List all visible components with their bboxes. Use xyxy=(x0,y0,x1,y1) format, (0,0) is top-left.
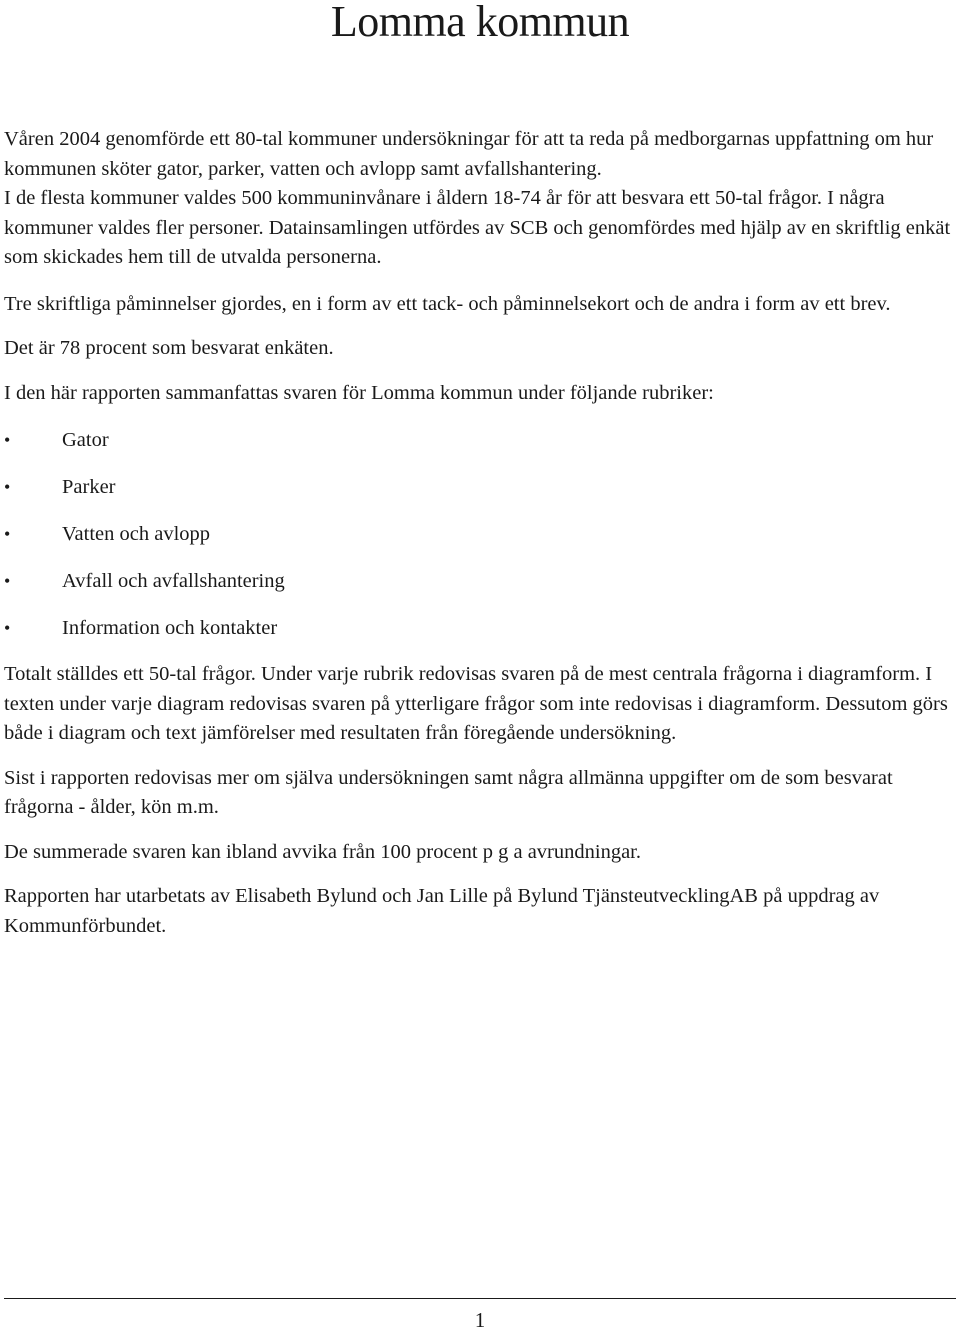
bullet-icon: • xyxy=(4,618,11,638)
questions-paragraph: Totalt ställdes ett 50-tal frågor. Under varje rubrik redovisas svaren på de mest centrala frågorna i diagramform. I texten under varje diagram redovisas svaren på ytterligare frågor som inte redovisas i diagramform. Dessutom görs både i diagram och text jämförelser med resultaten från föregående undersökning. xyxy=(4,663,948,744)
list-item-label: Information och kontakter xyxy=(62,617,278,639)
rubriker-list xyxy=(4,425,956,660)
list-item xyxy=(4,613,956,660)
page-title: Lomma kommun xyxy=(330,0,630,46)
intro-paragraph: Våren 2004 genomförde ett 80-tal kommuner undersökningar för att ta reda på medborgarnas uppfattning om hur kommunen sköter gator, parker, vatten och avlopp samt avfallshantering. xyxy=(4,128,934,180)
list-item-label: Gator xyxy=(62,429,109,451)
bullet-icon: • xyxy=(4,524,11,544)
authors-paragraph: Rapporten har utarbetats av Elisabeth Bylund och Jan Lille på Bylund TjänsteutvecklingAB på uppdrag av Kommunförbundet. xyxy=(4,885,880,937)
response-rate-paragraph: Det är 78 procent som besvarat enkäten. xyxy=(4,337,334,359)
rubriker-intro-paragraph: I den här rapporten sammanfattas svaren för Lomma kommun under följande rubriker: xyxy=(4,381,714,404)
rounding-note-paragraph: De summerade svaren kan ibland avvika från 100 procent p g a avrundningar. xyxy=(4,840,641,863)
list-item-label: Avfall och avfallshantering xyxy=(62,570,285,592)
list-item xyxy=(4,519,956,566)
bullet-icon: • xyxy=(4,571,11,591)
appendix-paragraph: Sist i rapporten redovisas mer om själva undersökningen samt några allmänna uppgifter om de som besvarat frågorna - ålder, kön m.m. xyxy=(4,766,893,818)
list-item-label: Vatten och avlopp xyxy=(62,523,211,545)
list-item xyxy=(4,425,956,472)
list-item-label: Parker xyxy=(62,476,116,498)
list-item xyxy=(4,472,956,519)
list-item xyxy=(4,566,956,613)
bullet-icon: • xyxy=(4,430,11,450)
footer-divider xyxy=(4,1298,956,1299)
bullet-icon: • xyxy=(4,477,11,497)
reminder-paragraph: Tre skriftliga påminnelser gjordes, en i form av ett tack- och påminnelsekort och de andra i form av ett brev. xyxy=(4,292,891,315)
method-paragraph: I de flesta kommuner valdes 500 kommuninvånare i åldern 18-74 år för att besvara ett 50-tal frågor. I några kommuner valdes fler personer. Datainsamlingen utfördes av SCB och genomfördes med hjälp av en skriftlig enkät som skickades hem till de utvalda personerna. xyxy=(4,187,951,268)
document-body xyxy=(4,125,956,941)
page-number: 1 xyxy=(474,1308,486,1332)
